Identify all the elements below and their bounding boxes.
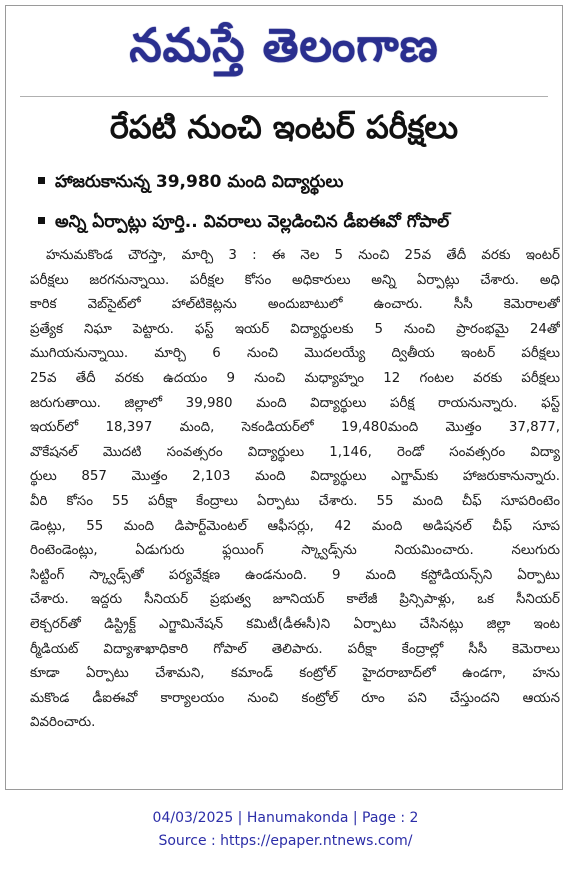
body-line: వొకేషనల్ మొదటి సంవత్సరం విద్యార్థులు 1,146, రెండో సంవత్సరం విద్యా: [30, 444, 560, 460]
subheading-bullet-2: [38, 212, 552, 236]
bullet-square-icon: [38, 217, 45, 224]
body-line: వీరి కోసం 55 పరీక్షా కేంద్రాలు ఏర్పాటు చేశారు. 55 మంది చీఫ్ సూపరింటెం: [30, 493, 560, 509]
bullet-text: హాజరుకానున్న 39,980 మంది విద్యార్థులు: [55, 172, 344, 192]
body-line: కూడా ఏర్పాటు చేశామని, కమాండ్ కంట్రోల్ హైదరాబాద్‌లో ఉండగా, హను: [30, 666, 560, 682]
footer-edition-info: 04/03/2025 | Hanumakonda | Page : 2: [152, 810, 419, 826]
body-line: హనుమకొండ చౌరస్తా, మార్చి 3 : ఈ నెల 5 నుంచి 25వ తేదీ వరకు ఇంటర్: [46, 248, 560, 263]
newspaper-masthead: నమస్తే తెలంగాణ: [129, 18, 439, 72]
body-line: ప్రత్యేక నిఘా పెట్టారు. ఫస్ట్ ఇయర్ విద్యార్థులకు 5 నుంచి ప్రారంభమై 24తో: [30, 321, 560, 337]
bullet-square-icon: [38, 177, 45, 184]
body-line: వివరించారు.: [30, 715, 96, 731]
footer-source: Source : https://epaper.ntnews.com/: [158, 833, 413, 849]
body-line: కారిక వెబ్‌సైట్‌లో హాల్‌టికెట్లను అందుబాటులో ఉంచారు. సీసీ కెమెరాలతో: [30, 297, 560, 313]
article-headline: రేపటి నుంచి ఇంటర్ పరీక్షలు: [109, 108, 459, 146]
body-line: ఇయర్‌లో 18,397 మంది, సెకండియర్‌లో 19,480మంది మొత్తం 37,877,: [30, 420, 560, 436]
masthead-divider: [20, 96, 548, 97]
body-line: ర్థులు 857 మొత్తం 2,103 మంది విద్యార్థులు ఎగ్జామ్‌కు హాజరుకానున్నారు.: [30, 469, 560, 485]
body-line: 25వ తేదీ వరకు ఉదయం 9 నుంచి మధ్యాహ్నం 12 గంటల వరకు పరీక్షలు: [30, 370, 560, 386]
article-clipping: [5, 5, 563, 790]
body-line: ముగియనున్నాయి. మార్చి 6 నుంచి మొదలయ్యే ద్వితీయ ఇంటర్ పరీక్షలు: [30, 346, 560, 362]
subheading-bullet-1: [38, 172, 552, 196]
body-line: జరుగుతాయి. జిల్లాలో 39,980 మంది విద్యార్థులు పరీక్ష రాయనున్నారు. ఫస్ట్: [30, 395, 560, 411]
body-line: చేశారు. ఇద్దరు సీనియర్ ప్రభుత్వ జూనియర్ కాలేజీ ప్రిన్సిపాళ్లు, ఒక సీనియర్: [30, 592, 560, 608]
body-line: పరీక్షలు జరగనున్నాయి. పరీక్షల కోసం అధికారులు అన్ని ఏర్పాట్లు చేశారు. అధి: [30, 272, 560, 288]
bullet-text: అన్ని ఏర్పాట్లు పూర్తి.. వివరాలు వెల్లడించిన డీఐఈవో గోపాల్: [55, 212, 450, 232]
body-line: లెక్చరర్‌తో డిస్ట్రిక్ట్ ఎగ్జామినేషన్ కమిటీ(డీఈసీ)ని ఏర్పాటు చేసినట్లు జిల్లా ఇంట: [30, 616, 560, 632]
body-line: సిట్టింగ్ స్క్వాడ్స్‌తో పర్యవేక్షణ ఉండనుంది. 9 మంది కస్టోడియన్స్‌ని ఏర్పాటు: [30, 567, 560, 583]
body-line: రింటెండెంట్లు, ఏడుగురు ఫ్లయింగ్ స్క్వాడ్స్‌ను నియమించారు. నలుగురు: [30, 543, 560, 559]
article-body: [30, 244, 560, 736]
body-line: మకొండ డీఐఈవో కార్యాలయం నుంచి కంట్రోల్ రూం పని చేస్తుందని ఆయన: [30, 690, 560, 706]
body-line: డెంట్లు, 55 మంది డిపార్ట్‌మెంటల్ ఆఫీసర్లు, 42 మంది అడిషనల్ చీఫ్ సూప: [30, 518, 560, 534]
body-line: ర్మీడియట్ విద్యాశాఖాధికారి గోపాల్ తెలిపారు. పరీక్షా కేంద్రాల్లో సీసీ కెమెరాలు: [30, 641, 560, 657]
